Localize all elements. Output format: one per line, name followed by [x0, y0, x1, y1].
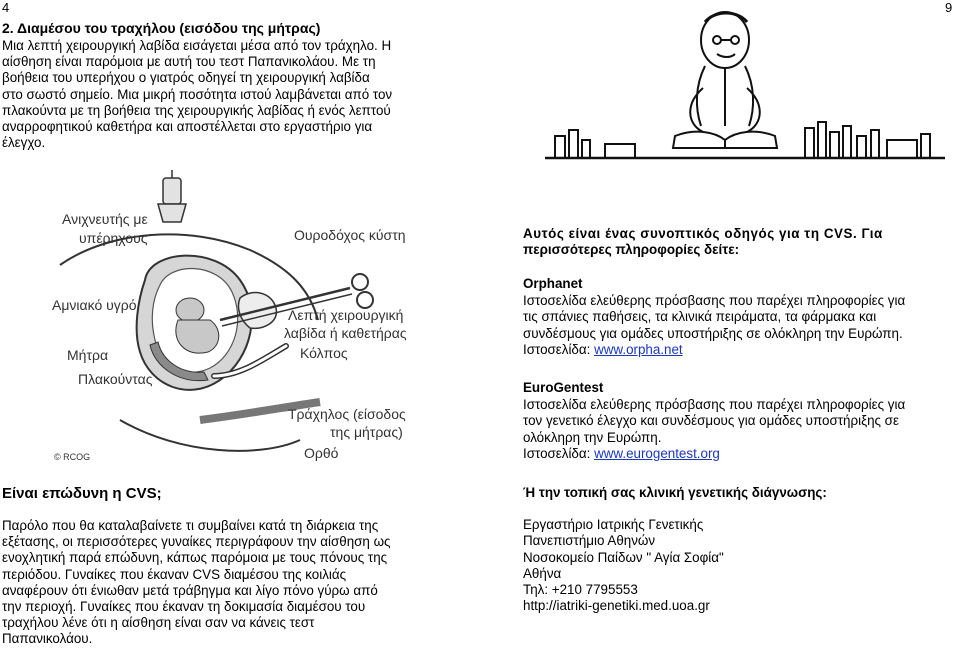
description-line: ολόκληρη την Ευρώπη. [523, 429, 662, 445]
paragraph-line: την περιοχή. Γυναίκες που έκαναν τη δοκιμασία διαμέσου του [2, 599, 366, 615]
label-placenta: Πλακούντας [78, 371, 153, 387]
label-bladder: Ουροδόχος κύστη [294, 227, 406, 243]
website-line [523, 446, 960, 462]
page-number-left: 4 [2, 0, 10, 15]
painful-paragraph [2, 518, 439, 648]
paragraph-line: Παπανικολάου. [2, 631, 93, 647]
description-line: τον γενετικό έλεγχο και συνδέσμους για ομάδες υποστήριξης σε [523, 413, 899, 429]
section-title-cervix: 2. Διαμέσου του τραχήλου (εισόδου της μήτρας) [2, 20, 321, 36]
eurogentest-link[interactable]: www.eurogentest.org [594, 445, 720, 461]
address-line: Νοσοκομείο Παίδων " Αγία Σοφία" [523, 549, 724, 565]
label-ultrasound-probe: Ανιχνευτής με [62, 211, 148, 227]
paragraph-line: Παρόλο που θα καταλαβαίνετε τι συμβαίνει κατά τη διάρκεια της [2, 518, 379, 533]
page-number-right: 9 [945, 0, 953, 15]
website-label: Ιστοσελίδα: [523, 341, 595, 357]
label-vagina: Κόλπος [300, 345, 348, 361]
label-forceps: Λεπτή χειρουργική [288, 307, 404, 323]
section-title-painful: Είναι επώδυνη η CVS; [2, 485, 162, 502]
paragraph-line: αναρροφητικού καθετήρα και αποστέλλεται στο εργαστήριο για [2, 119, 373, 135]
label-ultrasound-probe-2: υπέρηχους [79, 230, 148, 246]
cervix-paragraph [2, 38, 439, 151]
description-line: Ιστοσελίδα ελεύθερης πρόσβασης που παρέχει πληροφορίες για [523, 397, 906, 412]
orphanet-title: Orphanet [523, 276, 583, 291]
label-copyright: © RCOG [54, 452, 91, 462]
label-rectum: Ορθό [304, 445, 339, 461]
clinic-address [523, 517, 960, 615]
summary-line: Αυτός είναι ένας συνοπτικός οδηγός για τη CVS. Για [523, 226, 883, 241]
paragraph-line: τραχήλου λένε ότι η αίσθηση είναι σαν να κάνεις τεστ [2, 615, 315, 631]
paragraph-line: αναφέρουν ότι ένιωθαν μετά τράβηγμα και λίγο πόνο γύρω από [2, 582, 378, 598]
clinic-url-line[interactable]: http://iatriki-genetiki.med.uoa.gr [523, 598, 710, 614]
paragraph-line: έλεγχο. [2, 135, 46, 151]
eurogentest-title: EuroGentest [523, 380, 604, 395]
orphanet-description [523, 293, 960, 358]
label-forceps-2: λαβίδα ή καθετήρας [284, 325, 407, 341]
phone-line: Τηλ: +210 7795553 [523, 582, 638, 598]
description-line: συνδέσμους για ομάδες υποστήριξης σε ολόκληρη την Ευρώπη. [523, 325, 903, 341]
description-line: Ιστοσελίδα ελεύθερης πρόσβασης που παρέχει πληροφορίες για [523, 293, 906, 308]
website-line [523, 342, 960, 358]
description-line: τις σπάνιες παθήσεις, τα κλινικά πειράματα, τα φάρμακα και [523, 309, 877, 325]
paragraph-line: στο σωστό σημείο. Μια μικρή ποσότητα ιστού λαμβάνεται από τον [2, 86, 393, 102]
paragraph-line: πλακούντα με τη βοήθεια της χειρουργικής λαβίδας ή ενός λεπτού [2, 102, 391, 118]
label-cervix: Τράχηλος (είσοδος [288, 406, 406, 422]
clinic-title: Ή την τοπική σας κλινική γενετικής διάγνωσης: [523, 485, 827, 500]
paragraph-line: αίσθηση είναι παρόμοια με αυτή του τεστ Παπανικολάου. Με τη [2, 54, 376, 70]
website-label: Ιστοσελίδα: [523, 445, 595, 461]
address-line: Εργαστήριο Ιατρικής Γενετικής [523, 517, 704, 532]
reading-person-illustration [545, 8, 945, 178]
paragraph-line: εξέτασης, οι περισσότερες γυναίκες περιγράφουν την αίσθηση ως [2, 534, 391, 550]
address-line: Πανεπιστήμιο Αθηνών [523, 533, 656, 549]
label-amniotic-fluid: Αμνιακό υγρό [52, 297, 137, 313]
paragraph-line: περιόδου. Γυναίκες που έκαναν CVS διαμέσου της κοιλιάς [2, 566, 347, 582]
label-uterus: Μήτρα [67, 347, 109, 363]
paragraph-line: ενοχλητική παρά επώδυνη, κάπως παρόμοια με τους πόνους της [2, 550, 388, 566]
label-cervix-2: της μήτρας) [330, 424, 403, 440]
address-line: Αθήνα [523, 565, 562, 581]
paragraph-line: βοήθεια του υπερήχου ο γιατρός οδηγεί τη χειρουργική λαβίδα [2, 70, 370, 86]
summary-text [523, 226, 960, 259]
orphanet-link[interactable]: www.orpha.net [594, 341, 683, 357]
summary-line: περισσότερες πληροφορίες δείτε: [523, 242, 740, 258]
paragraph-line: Μια λεπτή χειρουργική λαβίδα εισάγεται μέσα από τον τράχηλο. Η [2, 38, 392, 53]
eurogentest-description [523, 397, 960, 462]
